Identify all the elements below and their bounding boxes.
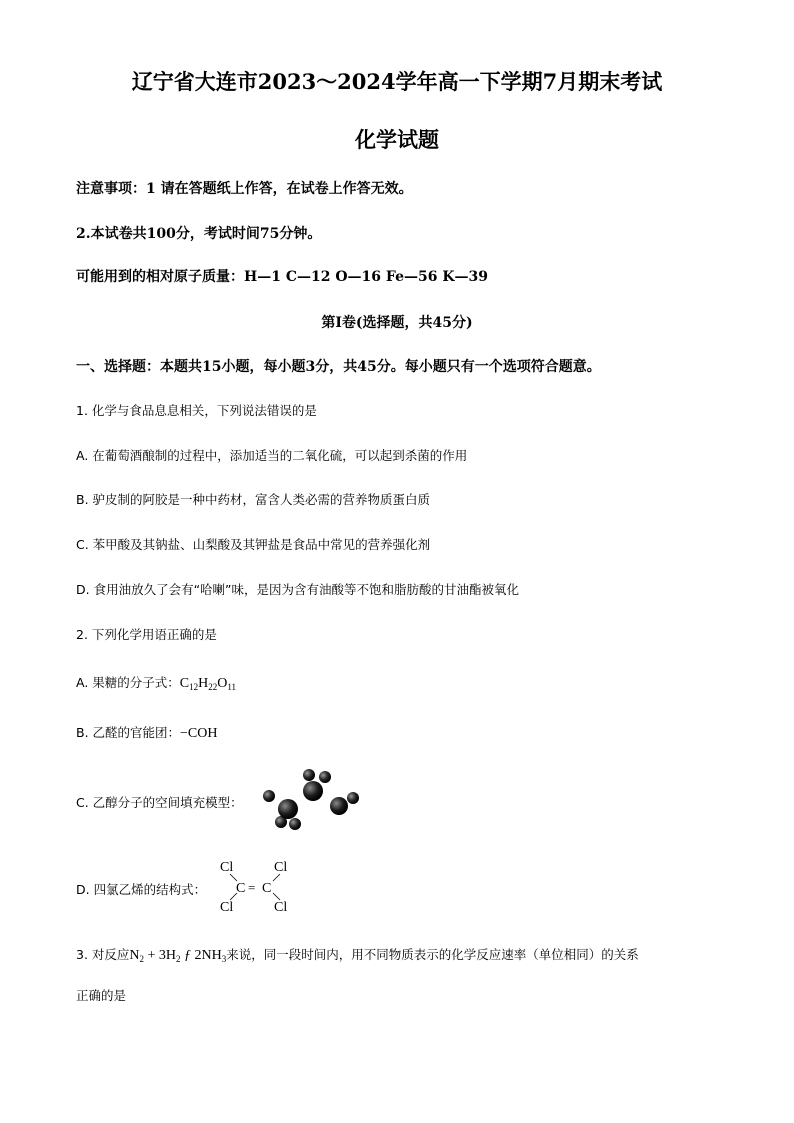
q2-option-d-label: D. 四氯乙烯的结构式： [76,882,207,897]
h-atom-6 [347,792,359,804]
cl-label-1: Cl [220,860,234,875]
c-atom-1 [278,799,298,819]
q2-option-a [76,672,236,692]
h-atom-4 [303,769,315,781]
acetaldehyde-group: −COH [180,726,218,741]
cl-label-4: Cl [274,900,288,915]
bond-3 [273,874,280,881]
volume-heading: 第Ⅰ卷(选择题，共45分) [321,315,473,331]
o-atom [330,797,348,815]
h-atom-1 [263,790,275,802]
q1-option-b: B. 驴皮制的阿胶是一种中药材，富含人类必需的营养物质蛋白质 [76,492,431,507]
part-heading: 一、选择题：本题共15小题，每小题3分，共45分。每小题只有一个选项符合题意。 [76,359,601,375]
bond-1 [230,874,237,881]
c-label-1: C [236,881,246,896]
c-atom-2 [303,781,323,801]
cl-label-3: Cl [274,860,288,875]
bond-4 [273,893,280,900]
q1-option-c: C. 苯甲酸及其钠盐、山梨酸及其钾盐是食品中常见的营养强化剂 [76,537,431,552]
note-line-3: 可能用到的相对原子质量：H—1 C—12 O—16 Fe—56 K—39 [76,269,488,285]
q1-option-a: A. 在葡萄酒酿制的过程中，添加适当的二氧化硫，可以起到杀菌的作用 [76,448,468,463]
tetrachloroethylene-structure [212,856,302,918]
q1-option-d: D. 食用油放久了会有“哈喇”味，是因为含有油酸等不饱和脂肪酸的甘油酯被氧化 [76,582,520,597]
q3-stem [76,944,639,964]
h-atom-3 [289,818,301,830]
q3-equation: $N_2 + 3H_2$ ƒ $2NH_3$ [129,948,227,964]
c-label-2: C [262,881,272,896]
bond-2 [230,893,237,900]
fructose-formula: $C_{12}H_{22}O_{11}$ [179,676,237,692]
cl-label-2: Cl [220,900,234,915]
q2-option-b-label: B. 乙醛的官能团： [76,725,181,740]
q1-stem: 1. 化学与食品息息相关，下列说法错误的是 [76,403,317,418]
q2-option-c-label: C. 乙醇分子的空间填充模型： [76,795,243,810]
note-line-1: 注意事项：1 请在答题纸上作答，在试卷上作答无效。 [76,181,413,197]
note-line-2: 2.本试卷共100分，考试时间75分钟。 [76,226,322,242]
q2-option-a-label: A. 果糖的分子式： [76,675,180,690]
exam-subtitle: 化学试题 [355,127,439,152]
ethanol-space-filling-model [255,762,365,834]
q2-option-b [76,722,218,742]
h-atom-5 [319,771,331,783]
q3-line-2: 正确的是 [76,988,127,1003]
q2-stem: 2. 下列化学用语正确的是 [76,627,217,642]
exam-title: 辽宁省大连市2023～2024学年高一下学期7月期末考试 [131,69,663,94]
q3-suffix: 来说，同一段时间内，用不同物质表示的化学反应速率（单位相同）的关系 [226,947,639,962]
q3-prefix: 3. 对反应 [76,947,130,962]
double-bond: = [248,880,256,895]
